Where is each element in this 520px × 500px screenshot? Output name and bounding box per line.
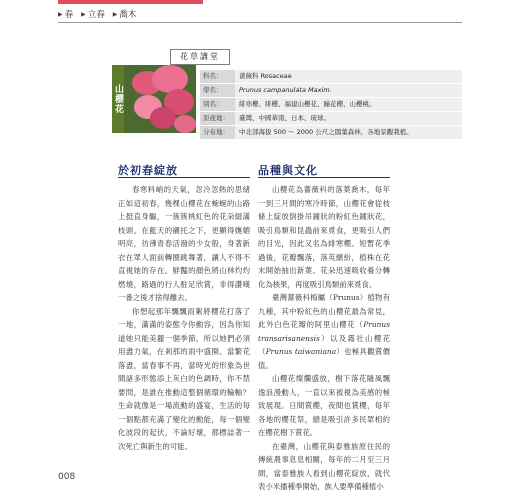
species-feature-box xyxy=(113,45,462,137)
info-row-alias xyxy=(200,98,462,112)
info-row-origin xyxy=(200,112,462,126)
title-underline xyxy=(258,177,390,178)
info-value: 臺灣、中國華南、日本、琉球。 xyxy=(235,112,462,125)
breadcrumb-item xyxy=(81,8,105,22)
text-run: ）也極具觀賞價值。 xyxy=(258,347,390,370)
section-title-left: 於初春綻放 xyxy=(118,164,178,177)
breadcrumb-item xyxy=(58,8,73,22)
scientific-name: Prunus campanulata Maxim. xyxy=(239,86,332,94)
latin-name: Prunus taiwaniana xyxy=(265,347,337,356)
info-key: 分布地： xyxy=(200,126,235,139)
breadcrumb-label: 喬木 xyxy=(119,10,137,20)
paragraph: 山櫻花為薔薇科的落葉喬木，每年一到三月間的寒冷時節，山櫻花會從枝條上綻放倒掛吊鐘狀的粉紅色鐘狀花，吸引鳥類和昆蟲前來覓食，更吸引人們的目光，因此又名為緋寒櫻。短暫花季過後，花瓣飄落，落英繽紛，植株在花末開始抽出新葉。花朵迅速吸收養分轉化為核果，再度吸引鳥類前來覓食。 xyxy=(258,185,390,289)
info-key: 學名： xyxy=(200,84,235,97)
info-row-family xyxy=(200,70,462,84)
right-column-text xyxy=(258,183,390,494)
info-value: 緋寒櫻、緋櫻、福建山櫻花、鐘花櫻、山櫻桃。 xyxy=(235,98,462,111)
species-info-table xyxy=(200,70,462,140)
title-underline xyxy=(118,177,250,178)
breadcrumb xyxy=(58,8,462,23)
paragraph: 春寒料峭的天氣，忽冷忽熱的思緒正如這初春，幾棵山櫻花在蜿蜒的山路上挺直身驅，一簇簇桃紅色的花朵綴滿枝頭。在藍天的襯托之下，更顯得嫵媚明亮，彷彿青春活潑的少女般，身著新衣在眾人面前轉圈跳舞著，讓人不得不直視她的存在。鮮豔的顏色將山林灼灼燃燒，路過的行人駐足欣賞，非得讚嘆一番之後才捨得離去。 xyxy=(118,185,250,302)
triangle-icon: ▶ xyxy=(58,11,63,18)
breadcrumb-label: 春 xyxy=(64,10,74,20)
latin-name: Prunus transarisanensis xyxy=(258,320,390,343)
breadcrumb-item xyxy=(113,8,137,22)
top-color-stripe xyxy=(58,0,203,4)
page-number: 008 xyxy=(58,472,76,482)
triangle-icon: ▶ xyxy=(112,11,118,18)
info-key: 科名： xyxy=(200,70,235,83)
species-name-vertical: 山櫻花 xyxy=(112,65,124,133)
info-row-scientific-name xyxy=(200,84,462,98)
section-title-right: 品種與文化 xyxy=(258,164,318,177)
text-run: 臺灣薔薇科梅屬（Prunus）植物有九種，其中粉紅色的山櫻花最為常見，此外白色花瓣的阿里山櫻花（ xyxy=(258,293,390,329)
info-row-distribution xyxy=(200,126,462,140)
paragraph: 在臺灣，山櫻花與泰雅族原住民的傳統農事息息相關，每年的二月至三月間，當泰雅族人看到山櫻花綻放，就代表小米播種季開始，族人要準備種植小 xyxy=(258,441,390,491)
paragraph: 你想起那年飄飄雨絮將櫻花打落了一地，滿滿的姿態令你動容，因為你知道她只能美麗一個季節，所以她們必須用盡力氣，在剎那的雨中盛開。當繁花落盡，當春事不再，當時光的形象為世間諸多形態添上灰白的色調時，你不禁要問，是誰在推動這整個循環的輪軸？生命就像是一場流動的盛宴，生活的每一個點都充滿了變化的動能，每一個變化波段的起伏，不論好壞，都標誌著一次死亡與新生的可能。 xyxy=(118,306,250,451)
info-value: 薔薇科 Rosaceae xyxy=(235,70,462,83)
triangle-icon: ▶ xyxy=(81,11,86,18)
info-key: 別名： xyxy=(200,98,235,111)
left-column-text xyxy=(118,183,250,453)
info-value xyxy=(235,84,462,97)
paragraph xyxy=(258,291,390,372)
text-run: ）以及霧社山櫻花（ xyxy=(258,333,390,356)
paragraph: 山櫻花燦爛盛放，樹下落花隨風飄逸浪漫動人，一直以來被視為美感的極致展現。日間賞櫻，夜間也賞櫻，每年各地的櫻花祭，總是吸引許多民眾相約在櫻花樹下賞花。 xyxy=(258,374,390,437)
info-key: 原產地： xyxy=(200,112,235,125)
info-value: 中北部海拔 500 ～ 2000 公尺之闊葉森林，各地景觀栽植。 xyxy=(235,126,462,139)
feature-header: 花草講堂 xyxy=(170,49,230,65)
cherry-blossom-photo xyxy=(124,65,196,133)
breadcrumb-label: 立春 xyxy=(87,10,105,20)
